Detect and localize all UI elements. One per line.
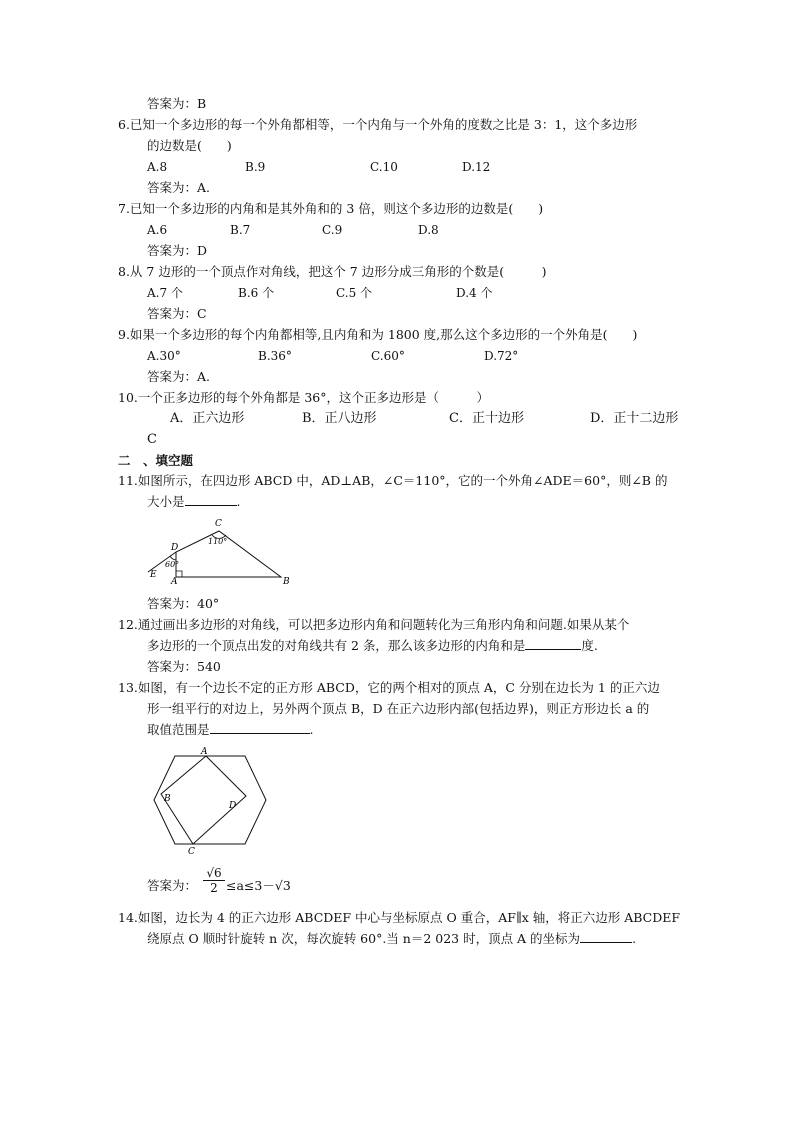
q6-option-b: B.9: [245, 160, 266, 174]
q8-option-d: D.4 个: [456, 286, 493, 300]
answer-q13-prefix: 答案为：: [147, 878, 198, 893]
answer-q11: 答案为：40°: [147, 596, 220, 611]
quadrilateral-figure: [140, 514, 300, 590]
q14-prompt-end: .: [632, 931, 637, 946]
question-9-text: 9.如果一个多边形的每个内角都相等,且内角和为 1800 度,那么这个多边形的一个外角是( ): [118, 327, 638, 342]
q11-answer-blank: [185, 493, 237, 506]
label-e: E: [150, 570, 157, 580]
fraction-denominator: 2: [210, 881, 218, 895]
q7-option-b: B.7: [230, 223, 251, 237]
label-c: C: [215, 519, 222, 529]
question-7-text: 7.已知一个多边形的内角和是其外角和的 3 倍，则这个多边形的边数是( ): [118, 201, 544, 216]
question-6-text-cont: 的边数是( ): [147, 138, 232, 153]
question-13-text-cont2: [147, 721, 314, 739]
answer-q5: 答案为：B: [147, 96, 207, 111]
q13-answer-blank: [210, 721, 310, 734]
label-d: D: [171, 543, 179, 553]
answer-q12: 答案为：540: [147, 659, 221, 674]
label-a: A: [171, 577, 178, 587]
q6-option-a: A.8: [147, 160, 168, 174]
q13-prompt-end: .: [309, 722, 314, 737]
fraction-numerator: √6: [203, 866, 225, 881]
question-12-text: 12.通过画出多边形的对角线，可以把多边形内角和问题转化为三角形内角和问题.如果从某个: [118, 617, 630, 632]
q9-option-a: A.30°: [147, 349, 181, 363]
label-b: B: [283, 577, 290, 587]
q6-option-c: C.10: [370, 160, 398, 174]
question-13-text: 13.如图，有一个边长不定的正方形 ABCD，它的两个相对的顶点 A，C 分别在边长为 1 的正六边: [118, 680, 660, 695]
q14-answer-blank: [580, 930, 632, 943]
label-angle-d: 60°: [165, 560, 180, 569]
q8-option-b: B.6 个: [238, 286, 275, 300]
q10-option-a: A．正六边形: [170, 411, 245, 426]
hexagon-square-figure: [148, 746, 278, 858]
q9-option-c: C.60°: [371, 349, 405, 363]
q7-option-c: C.9: [322, 223, 343, 237]
answer-q13: [147, 877, 197, 895]
q11-prompt: 大小是: [147, 494, 185, 509]
question-6-text: 6.已知一个多边形的每一个外角都相等，一个内角与一个外角的度数之比是 3：1，这个多边形: [118, 117, 638, 132]
q7-option-a: A.6: [147, 223, 168, 237]
q7-option-d: D.8: [418, 223, 439, 237]
label-d: D: [229, 801, 237, 811]
q11-prompt-end: .: [236, 494, 241, 509]
q13-prompt: 取值范围是: [147, 722, 210, 737]
q12-answer-blank: [525, 637, 581, 650]
q10-option-d: D．正十二边形: [590, 411, 679, 426]
q8-option-a: A.7 个: [147, 286, 183, 300]
question-14-text: 14.如图，边长为 4 的正六边形 ABCDEF 中心与坐标原点 O 重合，AF∥x 轴，将正六边形 ABCDEF: [118, 910, 681, 925]
section-heading: 二 、填空题: [118, 453, 194, 468]
question-11-text-cont: [147, 493, 241, 511]
q6-option-d: D.12: [462, 160, 491, 174]
label-a: A: [201, 747, 208, 757]
answer-q7: 答案为：D: [147, 243, 208, 258]
label-c: C: [188, 847, 195, 857]
q12-prompt-end: 度.: [581, 638, 598, 653]
q10-option-c: C．正十边形: [449, 411, 524, 426]
question-14-text-cont: [147, 930, 636, 948]
question-12-text-cont: [147, 637, 598, 655]
answer-q8: 答案为：C: [147, 306, 207, 321]
q12-prompt: 多边形的一个顶点出发的对角线共有 2 条，那么该多边形的内角和是: [147, 638, 526, 653]
answer-q6: 答案为：A.: [147, 180, 211, 195]
answer-q9: 答案为：A.: [147, 369, 211, 384]
question-8-text: 8.从 7 边形的一个顶点作对角线，把这个 7 边形分成三角形的个数是( ): [118, 264, 547, 279]
q9-option-b: B.36°: [258, 349, 292, 363]
label-b: B: [164, 794, 171, 804]
answer-q13-range: ≤a≤3－√3: [226, 878, 291, 893]
question-11-text: 11.如图所示，在四边形 ABCD 中，AD⊥AB，∠C＝110°，它的一个外角∠ADE＝60°，则∠B 的: [118, 473, 668, 488]
q14-prompt: 绕原点 O 顺时针旋转 n 次，每次旋转 60°.当 n＝2 023 时，顶点 A 的坐标为: [147, 931, 581, 946]
q10-option-b: B．正八边形: [302, 411, 377, 426]
answer-q13-fraction: [203, 866, 225, 895]
label-angle-c: 110°: [208, 537, 228, 546]
question-13-text-cont: 形一组平行的对边上，另外两个顶点 B，D 在正六边形内部(包括边界)，则正方形边长 a 的: [147, 701, 650, 716]
q8-option-c: C.5 个: [336, 286, 373, 300]
q9-option-d: D.72°: [484, 349, 519, 363]
answer-q10: C: [147, 432, 157, 447]
question-10-text: 10.一个正多边形的每个外角都是 36°，这个正多边形是（ ）: [118, 390, 490, 405]
